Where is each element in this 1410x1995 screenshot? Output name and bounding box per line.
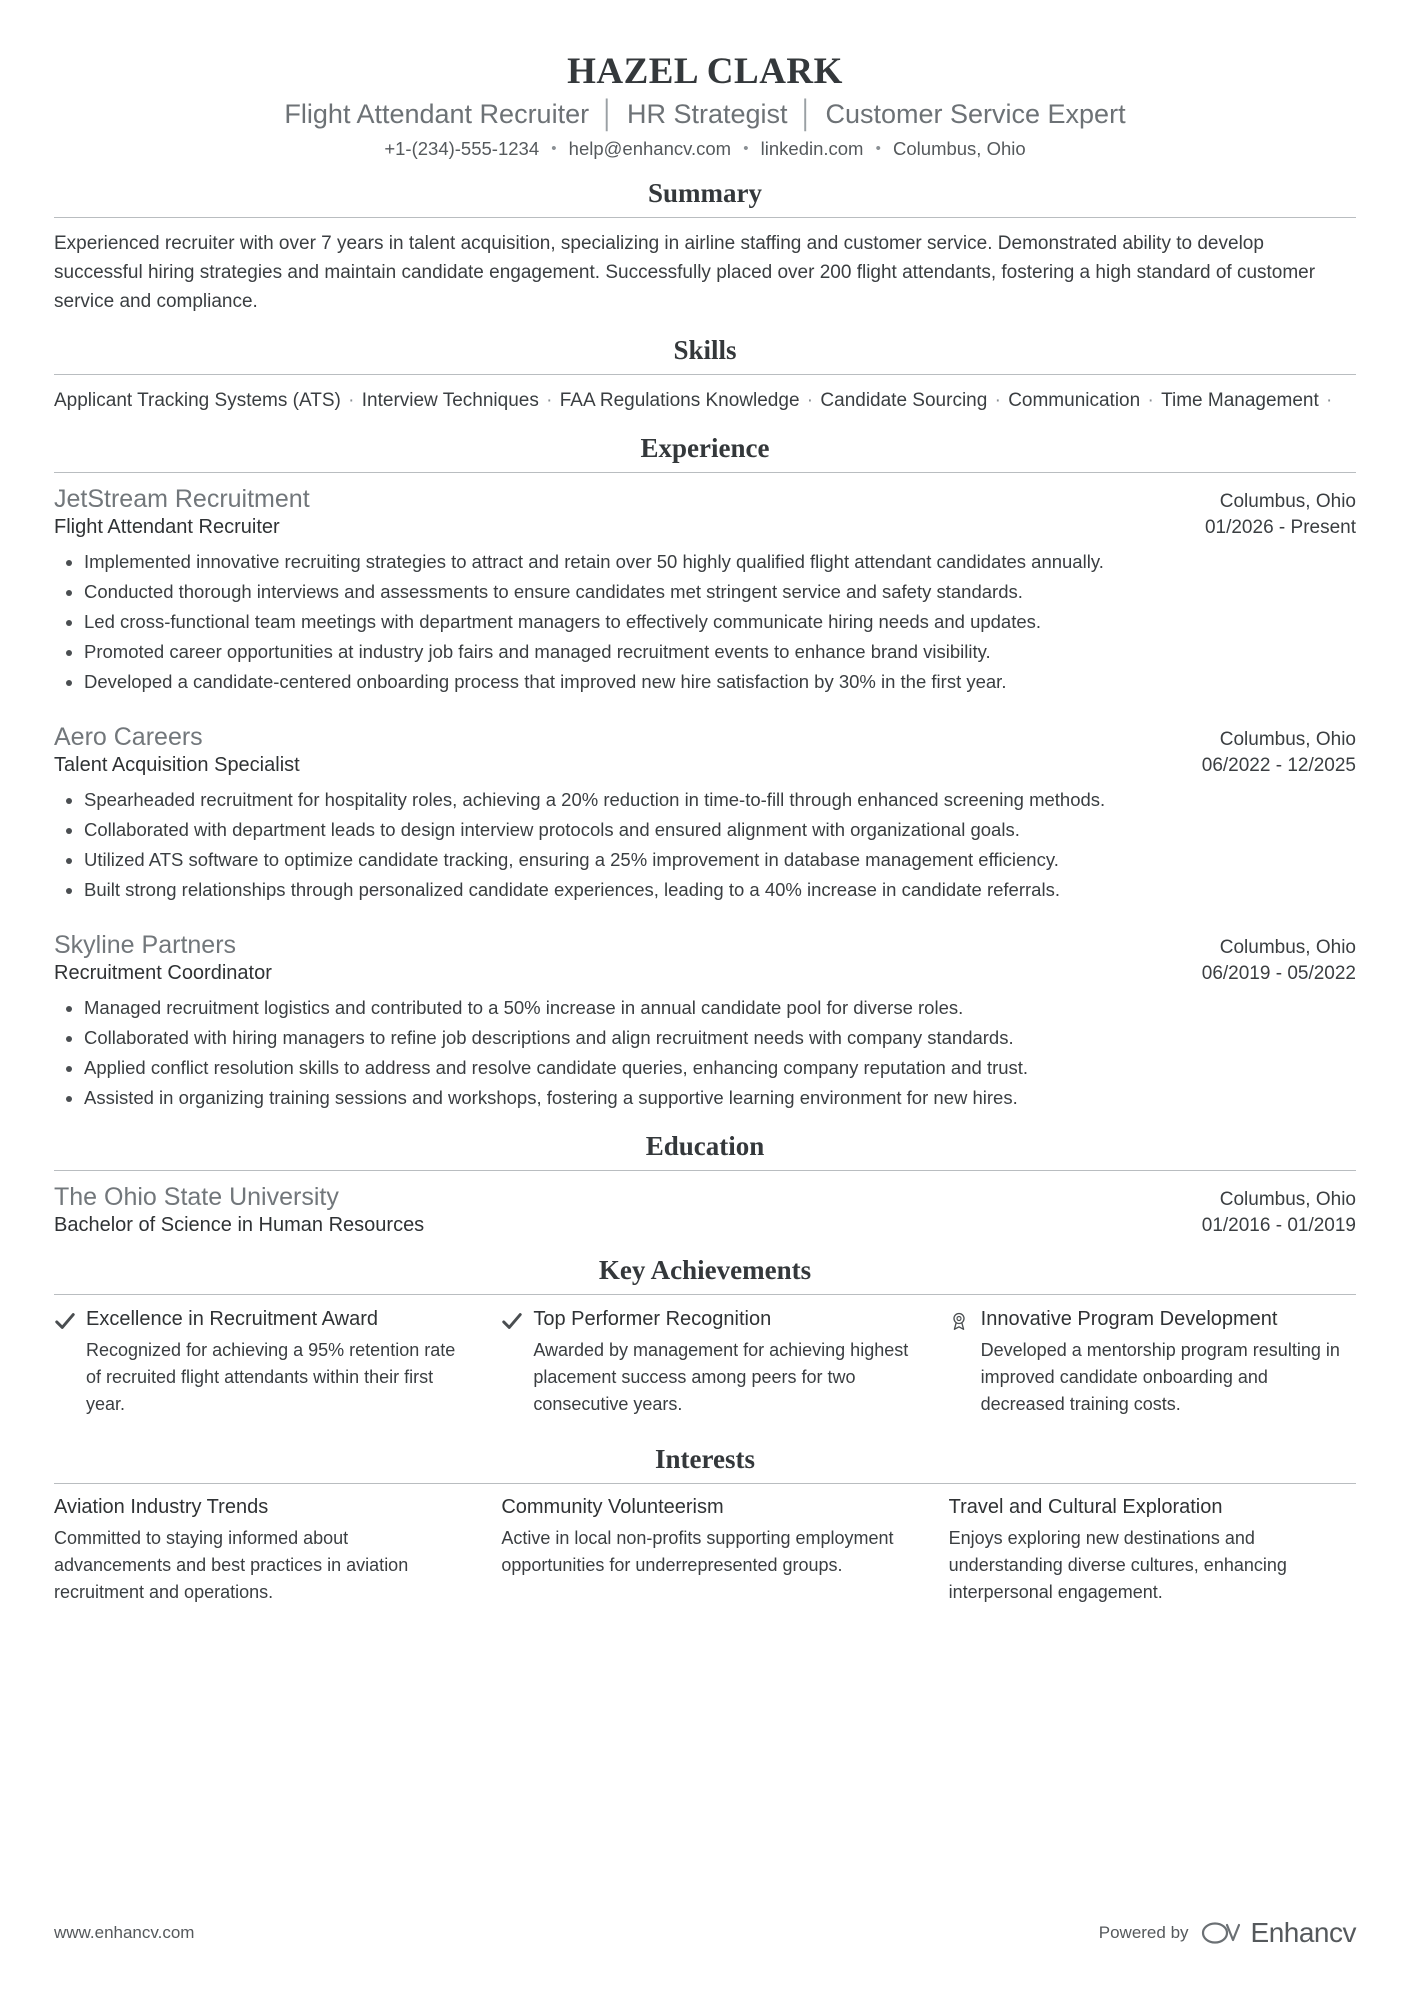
job-dates: 06/2019 - 05/2022 <box>1201 962 1356 984</box>
contact-location: Columbus, Ohio <box>893 138 1026 159</box>
section-education <box>54 1131 1356 1237</box>
skill-separator: · <box>989 389 1007 411</box>
skill-separator: · <box>540 389 558 411</box>
interest-title: Travel and Cultural Exploration <box>948 1496 1223 1519</box>
section-key-achievements <box>54 1255 1356 1419</box>
achievement-header <box>501 1307 908 1333</box>
skill-item: Time Management <box>1161 389 1319 411</box>
check-icon <box>54 1310 76 1332</box>
divider <box>54 374 1356 375</box>
achievement-title: Excellence in Recruitment Award <box>86 1307 378 1330</box>
degree-name: Bachelor of Science in Human Resources <box>54 1213 425 1236</box>
headline-part-3: Customer Service Expert <box>825 99 1126 129</box>
footer-url[interactable]: www.enhancv.com <box>54 1923 195 1942</box>
interest-item <box>54 1496 461 1606</box>
enhancv-logo <box>1201 1917 1356 1949</box>
contact-email[interactable]: help@enhancv.com <box>568 138 732 159</box>
candidate-headline <box>54 99 1356 130</box>
job-bullet: • Assisted in organizing training sessions and workshops, fostering a supportive learning environment for new hires. <box>84 1083 1356 1113</box>
achievement-description: Recognized for achieving a 95% retention rate of recruited flight attendants within their first year. <box>86 1340 456 1415</box>
education-list <box>54 1183 1356 1237</box>
experience-entry-header <box>54 485 1356 514</box>
company-location: Columbus, Ohio <box>1219 936 1356 958</box>
summary-text: Experienced recruiter with over 7 years in talent acquisition, specializing in airline staffing and customer service. Demonstrated ability to develop successful hiring strategies and maintain candidate engagement. Successfully placed over 200 flight attendants, fostering a high standard of customer service and compliance. <box>54 233 1316 312</box>
job-bullet-list <box>54 993 1356 1113</box>
experience-entry <box>54 931 1356 1113</box>
job-bullet: • Built strong relationships through personalized candidate experiences, leading to a 40% increase in candidate referrals. <box>84 875 1356 905</box>
candidate-name: HAZEL CLARK <box>567 51 843 92</box>
divider <box>54 472 1356 473</box>
experience-entry-header <box>54 723 1356 752</box>
achievement-title: Top Performer Recognition <box>533 1307 772 1330</box>
contact-website[interactable]: linkedin.com <box>760 138 864 159</box>
headline-separator-1: │ <box>599 99 617 129</box>
section-title-skills: Skills <box>673 334 737 365</box>
achievement-item <box>949 1307 1356 1419</box>
achievement-description: Developed a mentorship program resulting in improved candidate onboarding and decreased training costs. <box>980 1340 1340 1415</box>
interests-list <box>54 1496 1356 1606</box>
interest-item <box>949 1496 1356 1606</box>
experience-entry <box>54 485 1356 697</box>
enhancv-mark-icon <box>1201 1920 1243 1946</box>
job-bullet: • Led cross-functional team meetings with department managers to effectively communicate hiring needs and updates. <box>84 607 1356 637</box>
section-skills <box>54 335 1356 416</box>
skill-separator: · <box>342 389 360 411</box>
job-bullet: • Managed recruitment logistics and contributed to a 50% increase in annual candidate pool for diverse roles. <box>84 993 1356 1023</box>
school-name: The Ohio State University <box>54 1182 339 1211</box>
footer-brand-area <box>1099 1917 1356 1949</box>
skill-separator: · <box>1142 389 1160 411</box>
section-interests <box>54 1444 1356 1606</box>
headline-part-2: HR Strategist <box>627 99 788 129</box>
job-bullet: • Collaborated with hiring managers to refine job descriptions and align recruitment needs with company standards. <box>84 1023 1356 1053</box>
section-title-summary: Summary <box>648 178 762 208</box>
section-summary <box>54 178 1356 317</box>
section-title-experience: Experience <box>640 433 770 464</box>
job-bullet: • Spearheaded recruitment for hospitality roles, achieving a 20% reduction in time-to-fill through enhanced screening methods. <box>84 785 1356 815</box>
experience-entry-subheader <box>54 516 1356 539</box>
job-bullet: • Applied conflict resolution skills to address and resolve candidate queries, enhancing company reputation and trust. <box>84 1053 1356 1083</box>
skill-item: FAA Regulations Knowledge <box>559 389 800 411</box>
achievement-title: Innovative Program Development <box>980 1307 1278 1330</box>
headline-part-1: Flight Attendant Recruiter <box>284 99 590 129</box>
skill-item: Interview Techniques <box>361 389 539 411</box>
skills-list <box>54 387 1356 416</box>
achievements-list <box>54 1307 1356 1419</box>
job-bullet: • Developed a candidate-centered onboarding process that improved new hire satisfaction by 30% in the first year. <box>84 667 1356 697</box>
interest-description: Enjoys exploring new destinations and understanding diverse cultures, enhancing interpersonal engagement. <box>948 1528 1287 1603</box>
education-entry <box>54 1183 1356 1237</box>
contact-bullet-2: • <box>743 140 749 157</box>
contact-bullet-3: • <box>875 140 881 157</box>
job-title: Talent Acquisition Specialist <box>54 753 300 776</box>
job-bullet: • Implemented innovative recruiting strategies to attract and retain over 50 highly qualified flight attendant candidates annually. <box>84 547 1356 577</box>
bottom-spacer <box>54 1606 1356 1756</box>
powered-by-label: Powered by <box>1098 1923 1189 1942</box>
achievement-item <box>501 1307 908 1419</box>
job-title: Recruitment Coordinator <box>54 961 272 984</box>
job-bullet: • Conducted thorough interviews and assessments to ensure candidates met stringent service and safety standards. <box>84 577 1356 607</box>
company-location: Columbus, Ohio <box>1219 728 1356 750</box>
entry-gap <box>54 915 1356 931</box>
contact-bullet-1: • <box>551 140 557 157</box>
skill-item: Candidate Sourcing <box>820 389 988 411</box>
company-name: Aero Careers <box>54 722 203 751</box>
company-name: Skyline Partners <box>54 930 237 959</box>
job-title: Flight Attendant Recruiter <box>54 516 280 539</box>
degree-dates: 01/2016 - 01/2019 <box>1201 1214 1356 1236</box>
skill-item: Applicant Tracking Systems (ATS) <box>54 389 341 411</box>
section-title-interests: Interests <box>655 1444 755 1475</box>
company-name: JetStream Recruitment <box>54 485 310 514</box>
check-icon <box>501 1310 523 1332</box>
experience-list <box>54 485 1356 1113</box>
job-bullet: • Collaborated with department leads to design interview protocols and ensured alignment with organizational goals. <box>84 815 1356 845</box>
section-title-key-achievements: Key Achievements <box>598 1254 812 1285</box>
achievement-item <box>54 1307 461 1419</box>
skill-separator: · <box>1320 389 1333 411</box>
skill-item: Communication <box>1008 389 1141 411</box>
education-entry-header <box>54 1183 1356 1212</box>
skill-separator: · <box>801 389 819 411</box>
divider <box>54 1170 1356 1171</box>
headline-separator-2: │ <box>798 99 815 129</box>
job-bullet-list <box>54 547 1356 697</box>
page-footer <box>54 1917 1356 1949</box>
school-location: Columbus, Ohio <box>1219 1188 1356 1210</box>
company-location: Columbus, Ohio <box>1219 491 1356 513</box>
interest-item <box>501 1496 908 1606</box>
interest-description: Active in local non-profits supporting employment opportunities for underrepresented groups. <box>501 1528 894 1576</box>
job-dates: 01/2026 - Present <box>1204 517 1356 539</box>
section-experience <box>54 433 1356 1113</box>
divider <box>54 217 1356 218</box>
interest-title: Community Volunteerism <box>501 1496 724 1519</box>
contact-line <box>54 138 1356 160</box>
achievement-description: Awarded by management for achieving highest placement success among peers for two consecutive years. <box>533 1340 909 1415</box>
interest-description: Committed to staying informed about advancements and best practices in aviation recruitment and operations. <box>54 1528 409 1603</box>
entry-gap <box>54 707 1356 723</box>
section-title-education: Education <box>645 1130 765 1161</box>
contact-phone: +1-(234)-555-1234 <box>384 138 540 159</box>
award-medal-icon <box>949 1310 971 1332</box>
job-bullet: • Promoted career opportunities at industry job fairs and managed recruitment events to enhance brand visibility. <box>84 637 1356 667</box>
job-dates: 06/2022 - 12/2025 <box>1201 754 1356 776</box>
enhancv-wordmark: Enhancv <box>1250 1917 1356 1948</box>
experience-entry-subheader <box>54 754 1356 777</box>
achievement-header <box>949 1307 1356 1333</box>
job-bullet-list <box>54 785 1356 905</box>
divider <box>54 1294 1356 1295</box>
divider <box>54 1483 1356 1484</box>
education-entry-subheader <box>54 1214 1356 1237</box>
job-bullet: • Utilized ATS software to optimize candidate tracking, ensuring a 25% improvement in database management efficiency. <box>84 845 1356 875</box>
experience-entry-header <box>54 931 1356 960</box>
experience-entry-subheader <box>54 962 1356 985</box>
interest-title: Aviation Industry Trends <box>54 1496 269 1519</box>
achievement-header <box>54 1307 461 1333</box>
experience-entry <box>54 723 1356 905</box>
resume-header <box>54 50 1356 160</box>
